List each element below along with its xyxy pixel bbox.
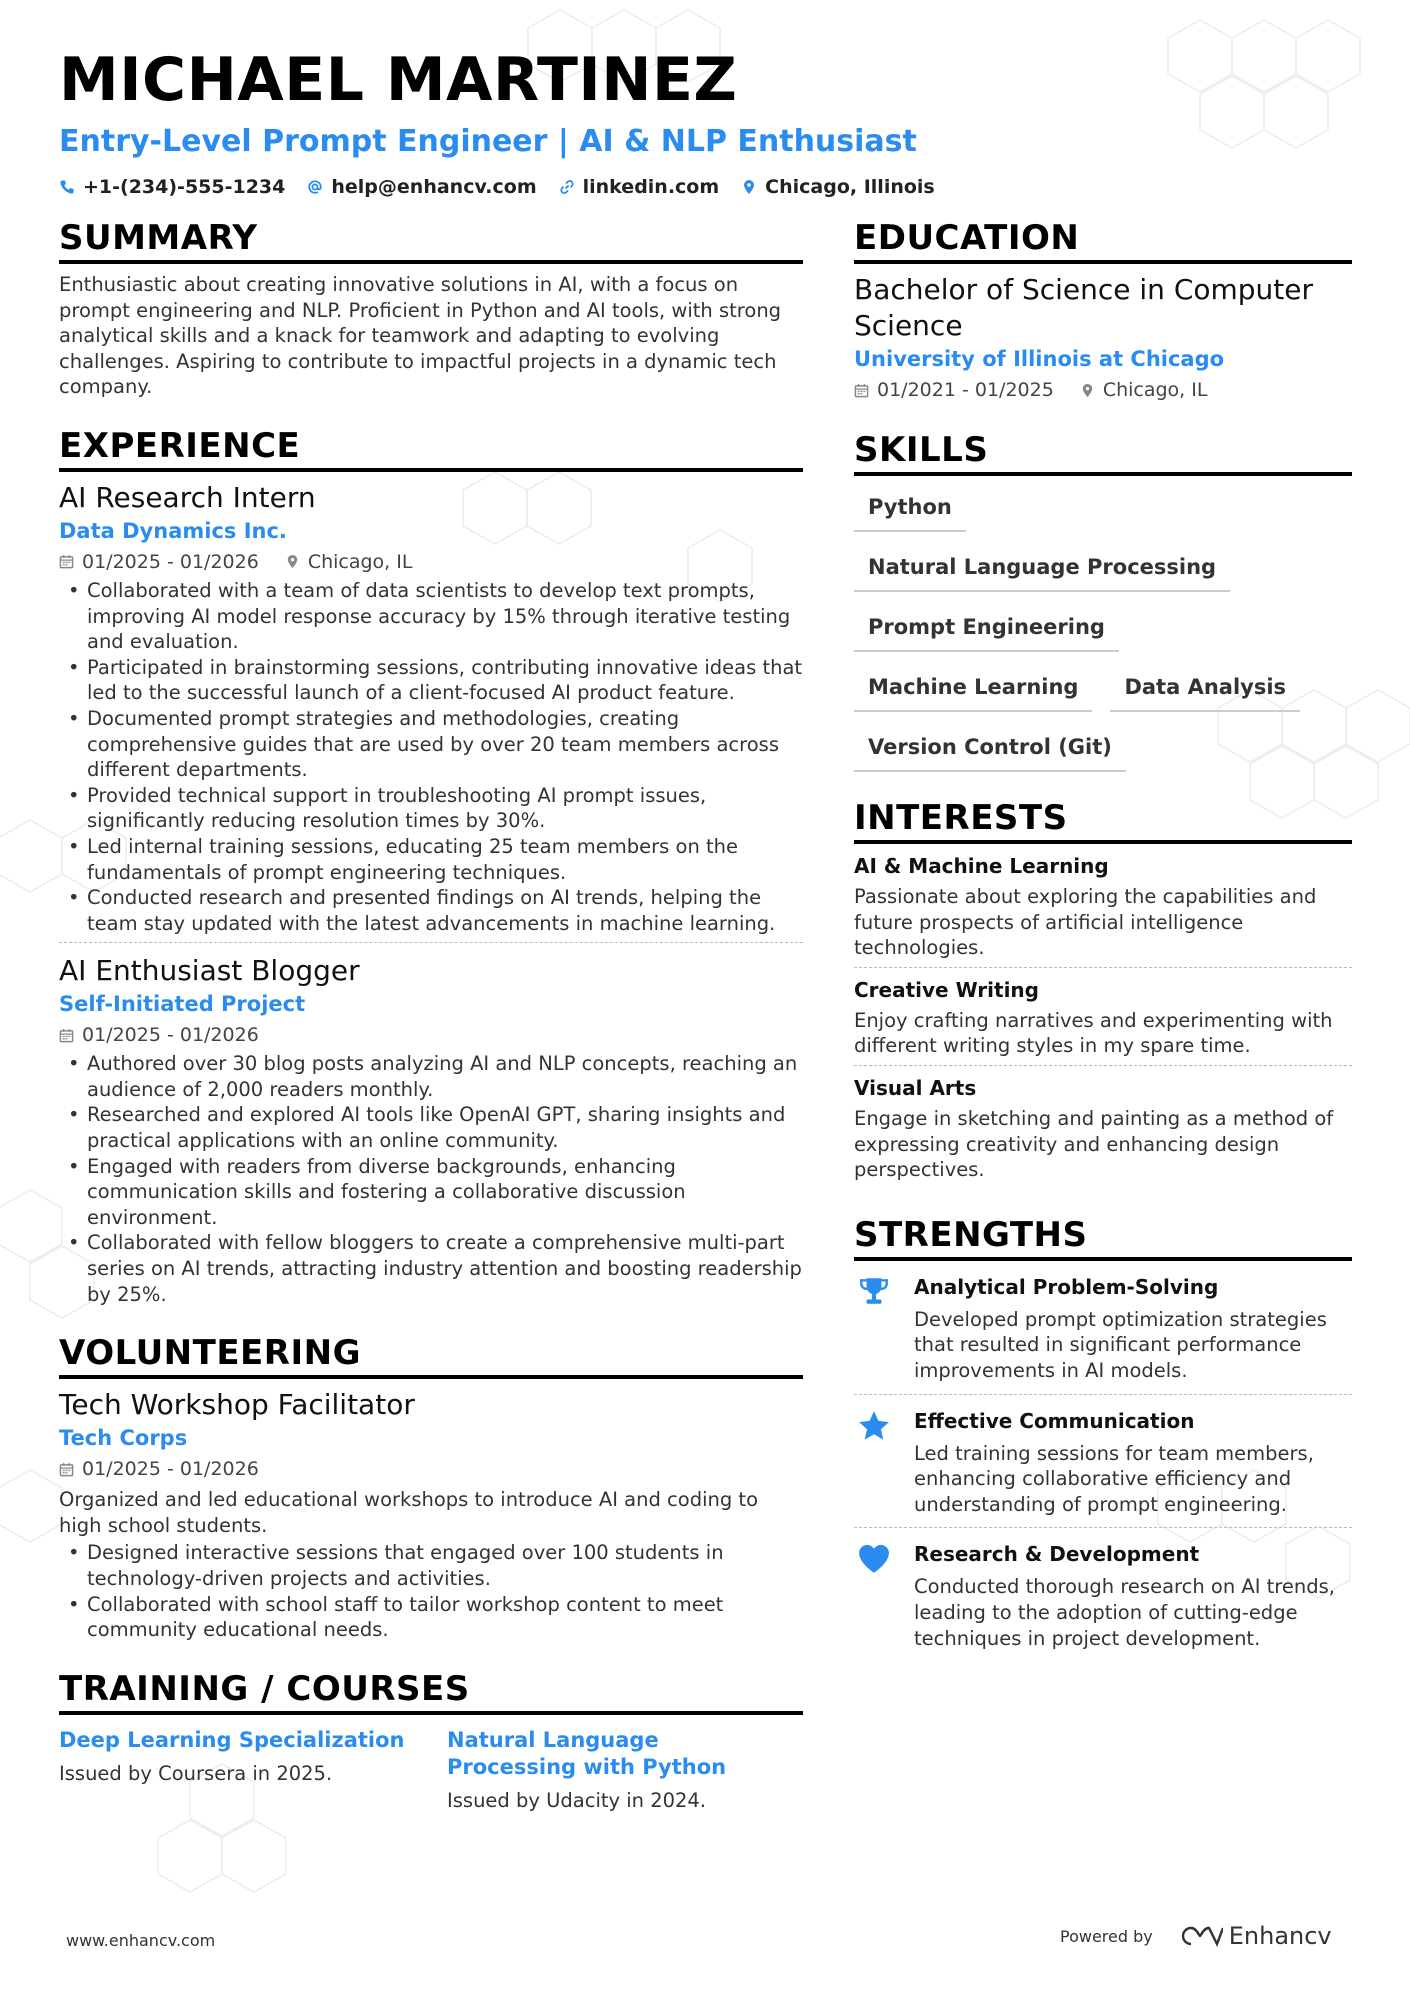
job-dates: [59, 548, 259, 576]
bullet-item: • Collaborated with fellow bloggers to create a comprehensive multi-part series on AI trends, attracting industry attention and boosting readership by 25%.: [59, 1230, 803, 1307]
strength-icon-wrap: [854, 1407, 894, 1518]
strength-desc: Developed prompt optimization strategies that resulted in significant performance improvements in AI models.: [914, 1307, 1327, 1382]
education-location: [1080, 376, 1208, 404]
job-meta: [59, 548, 803, 576]
strength-name: Analytical Problem-Solving: [914, 1274, 1219, 1299]
strength-icon-wrap: [854, 1273, 894, 1384]
school-name: University of Illinois at Chicago: [854, 347, 1225, 371]
strength-item: [854, 1527, 1352, 1661]
bullet-item: • Researched and explored AI tools like OpenAI GPT, sharing insights and practical applications with an online community.: [59, 1102, 803, 1153]
candidate-name: MICHAEL MARTINEZ: [59, 45, 738, 115]
contact-linkedin[interactable]: [559, 176, 720, 198]
skill-tag: Prompt Engineering: [854, 608, 1119, 652]
bullet-item: • Authored over 30 blog posts analyzing AI and NLP concepts, reaching an audience of 2,000 readers monthly.: [59, 1051, 803, 1102]
skill-tag: Version Control (Git): [854, 728, 1126, 772]
link-icon: [559, 179, 575, 195]
job-location-text: Chicago, IL: [307, 550, 413, 573]
volunteer-title: Tech Workshop Facilitator: [59, 1388, 415, 1422]
skill-list: [854, 488, 1352, 772]
brand-name: Enhancv: [1228, 1922, 1332, 1950]
education-section: [854, 218, 1352, 404]
volunteer-meta: [59, 1455, 803, 1483]
job-dates: [59, 1021, 259, 1049]
section-heading: TRAINING / COURSES: [59, 1669, 803, 1715]
volunteering-entry: [59, 1379, 803, 1643]
location-icon: [1080, 383, 1095, 398]
education-meta: [854, 376, 1352, 404]
interest-desc: Engage in sketching and painting as a method of expressing creativity and enhancing design perspectives.: [854, 1106, 1334, 1182]
job-title: AI Research Intern: [59, 480, 316, 514]
interest-desc: Enjoy crafting narratives and experimenting with different writing styles in my spare time.: [854, 1008, 1333, 1058]
education-location-text: Chicago, IL: [1102, 379, 1208, 401]
section-heading: SUMMARY: [59, 218, 803, 264]
footer-website[interactable]: www.enhancv.com: [66, 1931, 216, 1950]
interest-desc: Passionate about exploring the capabilities and future prospects of artificial intelligence technologies.: [854, 885, 1317, 960]
strengths-section: [854, 1215, 1352, 1661]
strength-body: [914, 1540, 1352, 1651]
section-heading: VOLUNTEERING: [59, 1333, 803, 1379]
interest-name: Visual Arts: [854, 1075, 977, 1100]
volunteer-dates-text: 01/2025 - 01/2026: [82, 1458, 259, 1481]
job-bullets: [59, 1051, 803, 1307]
volunteer-dates: [59, 1455, 259, 1483]
interests-section: [854, 798, 1352, 1189]
course-issuer: Issued by Udacity in 2024.: [447, 1788, 707, 1812]
bullet-item: • Designed interactive sessions that engaged over 100 students in technology-driven projects and activities.: [59, 1540, 803, 1591]
job-company: Data Dynamics Inc.: [59, 518, 287, 543]
experience-section: [59, 426, 803, 1307]
course-name: Deep Learning Specialization: [59, 1727, 405, 1752]
candidate-title: Entry-Level Prompt Engineer | AI & NLP Enthusiast: [59, 124, 917, 159]
strength-body: [914, 1407, 1352, 1518]
contact-row: [59, 176, 1359, 198]
strength-item: [854, 1394, 1352, 1528]
section-heading: EDUCATION: [854, 218, 1352, 264]
bullet-item: • Engaged with readers from diverse backgrounds, enhancing communication skills and fostering a collaborative discussion environment.: [59, 1154, 803, 1231]
section-heading: INTERESTS: [854, 798, 1352, 844]
skill-tag: Python: [854, 488, 966, 532]
experience-entry: [59, 472, 803, 936]
skill-tag: Machine Learning: [854, 668, 1092, 712]
job-company: Self-Initiated Project: [59, 992, 306, 1017]
footer-branding: [1060, 1922, 1332, 1950]
volunteer-description: Organized and led educational workshops to introduce AI and coding to high school students.: [59, 1488, 759, 1537]
contact-location: [741, 176, 935, 198]
interest-item: [854, 844, 1352, 967]
strength-icon-wrap: [854, 1540, 894, 1651]
right-column: [854, 218, 1352, 1687]
summary-text: Enthusiastic about creating innovative solutions in AI, with a focus on prompt engineering and NLP. Proficient in Python and AI tools, with strong analytical skills and a knack for teamwork and adapting to evolving challenges. Aspiring to contribute to impactful projects in a dynamic tech company.: [59, 273, 782, 399]
job-location: [285, 548, 413, 576]
bullet-item: • Documented prompt strategies and methodologies, creating comprehensive guides that are used by over 20 team members across different departments.: [59, 706, 803, 783]
job-dates-text: 01/2025 - 01/2026: [82, 550, 259, 573]
strength-name: Effective Communication: [914, 1408, 1195, 1433]
skill-tag: Natural Language Processing: [854, 548, 1230, 592]
job-title: AI Enthusiast Blogger: [59, 954, 360, 988]
strength-name: Research & Development: [914, 1542, 1200, 1567]
job-bullets: [59, 578, 803, 936]
phone-text: +1-(234)-555-1234: [83, 176, 286, 198]
star-icon: [857, 1409, 891, 1443]
resume-header: [59, 44, 1359, 198]
interest-name: Creative Writing: [854, 977, 1039, 1002]
location-text: Chicago, Illinois: [765, 176, 935, 198]
bullet-item: • Collaborated with a team of data scientists to develop text prompts, improving AI model response accuracy by 15% through iterative testing and evaluation.: [59, 578, 803, 655]
powered-by-text: Powered by: [1060, 1926, 1153, 1946]
brand-logo[interactable]: [1177, 1922, 1332, 1950]
bullet-item: • Participated in brainstorming sessions, contributing innovative ideas that led to the successful launch of a client-focused AI product feature.: [59, 655, 803, 706]
section-heading: STRENGTHS: [854, 1215, 1352, 1261]
left-column: [59, 218, 803, 1840]
calendar-icon: [59, 554, 74, 569]
at-icon: [307, 179, 323, 195]
linkedin-text: linkedin.com: [582, 176, 720, 198]
interest-name: AI & Machine Learning: [854, 854, 1109, 878]
skill-tag: Data Analysis: [1110, 668, 1300, 712]
volunteering-section: [59, 1333, 803, 1643]
education-dates-text: 01/2021 - 01/2025: [877, 379, 1054, 401]
calendar-icon: [59, 1462, 74, 1477]
enhancv-logo-icon: [1177, 1923, 1223, 1949]
education-dates: [854, 376, 1054, 404]
section-heading: SKILLS: [854, 430, 1352, 476]
course-item: [59, 1727, 419, 1814]
bullet-item: • Provided technical support in troubleshooting AI prompt issues, significantly reducing resolution times by 30%.: [59, 783, 803, 834]
strength-desc: Led training sessions for team members, enhancing collaborative efficiency and understanding of prompt engineering.: [914, 1441, 1314, 1516]
course-name: Natural Language Processing with Python: [447, 1727, 727, 1779]
section-heading: EXPERIENCE: [59, 426, 803, 472]
strength-desc: Conducted thorough research on AI trends, leading to the adoption of cutting-edge techniques in project development.: [914, 1575, 1335, 1650]
volunteer-bullets: [59, 1540, 803, 1642]
bullet-item: • Collaborated with school staff to tailor workshop content to meet community educational needs.: [59, 1592, 803, 1643]
strength-item: [854, 1261, 1352, 1394]
course-issuer: Issued by Coursera in 2025.: [59, 1761, 333, 1785]
trophy-icon: [857, 1275, 891, 1309]
summary-section: [59, 218, 803, 400]
strength-body: [914, 1273, 1352, 1384]
contact-phone[interactable]: [59, 176, 285, 198]
interest-item: [854, 967, 1352, 1065]
interest-item: [854, 1065, 1352, 1189]
heart-icon: [857, 1542, 891, 1576]
email-text: help@enhancv.com: [331, 176, 537, 198]
training-section: [59, 1669, 803, 1814]
volunteer-org: Tech Corps: [59, 1426, 188, 1451]
bullet-item: • Led internal training sessions, educating 25 team members on the fundamentals of prompt engineering techniques.: [59, 834, 803, 885]
skills-section: [854, 430, 1352, 772]
job-dates-text: 01/2025 - 01/2026: [82, 1024, 259, 1047]
phone-icon: [59, 179, 75, 195]
degree-name: Bachelor of Science in Computer Science: [854, 273, 1314, 342]
location-icon: [285, 554, 300, 569]
contact-email[interactable]: [307, 176, 536, 198]
location-icon: [741, 179, 757, 195]
course-list: [59, 1727, 803, 1814]
experience-entry: [59, 942, 803, 1307]
bullet-item: • Conducted research and presented findings on AI trends, helping the team stay updated with the latest advancements in machine learning.: [59, 885, 803, 936]
calendar-icon: [854, 383, 869, 398]
course-item: [447, 1727, 777, 1814]
calendar-icon: [59, 1028, 74, 1043]
job-meta: [59, 1021, 803, 1049]
